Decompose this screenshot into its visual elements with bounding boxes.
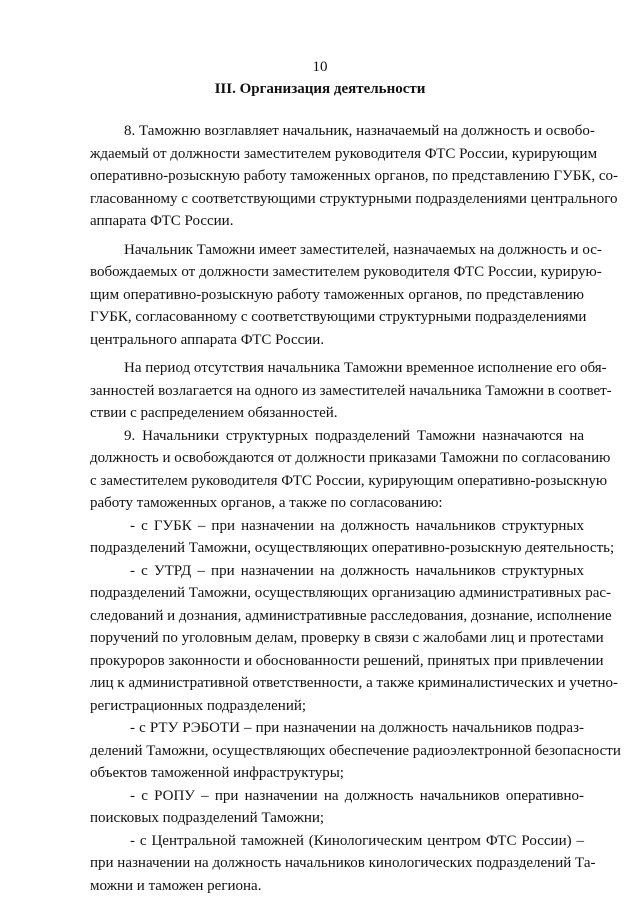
paragraph-9 [90,425,611,515]
text-line: - с УТРД – при назначении на должность начальников структурных [130,562,584,579]
text-line: поручений по уголовным делам, проверку в связи с жалобами лиц и протестами [90,630,604,646]
text-line: ствии с распределением обязанностей. [90,405,338,421]
text-line: - с ГУБК – при назначении на должность начальников структурных [130,517,584,534]
text-line: делений Таможни, осуществляющих обеспечение радиоэлектронной безопасности [90,742,621,759]
text-line: На период отсутствия начальника Таможни временное исполнение его обя- [124,360,607,376]
text-line: объектов таможенной инфраструктуры; [90,765,344,781]
text-line: 9. Начальники структурных подразделений Таможни назначаются на [124,427,584,444]
paragraph-absence [90,357,612,425]
text-line: можни и таможен региона. [90,877,262,894]
text-line: лиц к административной ответственности, а также криминалистических и учетно- [90,675,619,691]
text-line: при назначении на должность начальников кинологических подразделений Та- [90,855,596,871]
text-line: центрального аппарата ФТС России. [90,331,325,348]
text-line: занностей возлагается на одного из заместителей начальника Таможни в соответ- [90,382,612,399]
text-line: вобождаемых от должности заместителем руководителя ФТС России, курирую- [90,264,602,280]
text-line: - с РТУ РЭБОТИ – при назначении на должность начальников подраз- [130,720,584,736]
text-line: подразделений Таможни, осуществляющих организацию административных рас- [90,585,612,601]
text-line: - с РОПУ – при назначении на должность начальников оперативно- [130,787,584,804]
text-line: подразделений Таможни, осуществляющих оперативно-розыскную деятельность; [90,540,615,556]
paragraph-8 [90,120,618,233]
list-item-central-customs [90,830,596,898]
text-line: щим оперативно-розыскную работу таможенных органов, по представлению [90,286,584,303]
text-line: ГУБК, согласованному с соответствующими структурными подразделениями [90,309,587,325]
page-number: 10 [312,59,328,75]
text-line: должность и освобождаются от должности приказами Таможни по согласованию [90,450,611,466]
text-line: с заместителем руководителя ФТС России, курирующим оперативно-розыскную [90,472,608,489]
text-line: ждаемый от должности заместителем руководителя ФТС России, курирующим [90,145,598,162]
text-line: регистрационных подразделений; [90,697,307,714]
list-item-rtu-reboti [90,717,621,785]
text-line: прокуроров законности и обоснованности решений, принятых при привлечении [90,652,604,669]
text-line: - с Центральной таможней (Кинологическим центром ФТС России) – [130,832,584,849]
text-line: 8. Таможню возглавляет начальник, назначаемый на должность и освобо- [124,123,595,139]
text-line: гласованному с соответствующими структурными подразделениями центрального [90,190,618,207]
text-line: аппарата ФТС России. [90,213,234,229]
text-line: Начальник Таможни имеет заместителей, назначаемых на должность и ос- [124,241,602,258]
paragraph-deputies [90,239,602,352]
section-title: III. Организация деятельности [214,81,426,97]
text-line: следований и дознания, административные расследования, дознание, исполнение [90,607,612,624]
document-body [90,120,621,897]
list-item-utrd [90,560,619,718]
text-line: работу таможенных органов, а также по согласованию: [90,495,443,511]
list-item-ropu [90,785,584,830]
list-item-gubk [90,515,615,560]
text-line: оперативно-розыскную работу таможенных органов, по представлению ГУБК, со- [90,168,618,184]
text-line: поисковых подразделений Таможни; [90,810,325,826]
